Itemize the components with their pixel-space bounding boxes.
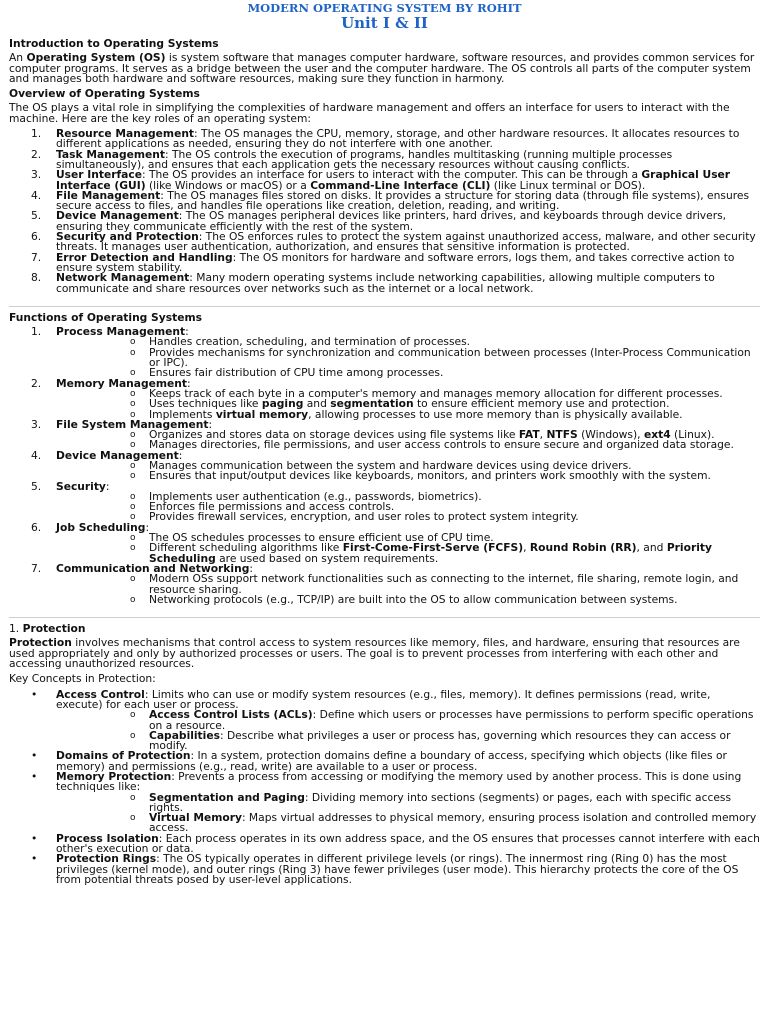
- overview-paragraph: The OS plays a vital role in simplifying the complexities of hardware management and offers an interface for users to interact with the machine. Here are the key roles of an operating system:: [9, 101, 730, 125]
- key-concepts-label: Key Concepts in Protection:: [9, 672, 156, 686]
- list-item: 7. Error Detection and Handling: The OS monitors for hardware and software errors, logs them, and takes corrective action to ensure system stability.: [31, 250, 735, 274]
- list-item: • Access Control: Limits who can use or modify system resources (e.g., files, memory). It defines permissions (read, write, execute) for each user or process. o Access Control Lists (ACLs): Define which users or processes have permissions to perform specific operations on a resource. o Capabilities: Describe what privileges a user or process has, governing which resources they can access or modify.: [9, 690, 760, 752]
- sub-list: [56, 430, 760, 451]
- sub-list-item: o Provides firewall services, encryption, and user roles to protect system integrity.: [130, 510, 579, 524]
- sub-list-item: o Ensures fair distribution of CPU time among processes.: [130, 366, 444, 380]
- sub-list-item: o Enforces file permissions and access controls.: [130, 500, 395, 514]
- list-item: 1. Process Management: o Handles creation, scheduling, and termination of processes. o Provides mechanisms for synchronization and communication between processes (Inter-Process Communication or IPC). o Ensures fair distribution of CPU time among processes.: [9, 327, 760, 378]
- section-heading-protection: 1. Protection: [9, 622, 86, 636]
- sub-list-item: o Handles creation, scheduling, and termination of processes.: [130, 335, 471, 349]
- sub-list-item: o Implements virtual memory, allowing processes to use more memory than is physically available.: [130, 407, 683, 421]
- list-item: 6. Security and Protection: The OS enforces rules to protect the system against unauthorized access, malware, and other security threats. It manages user authentication, authorization, and ensures that sensitive information is protected.: [31, 230, 756, 254]
- sub-list: [56, 489, 760, 524]
- overview-list: [9, 129, 760, 294]
- sub-list: [56, 574, 760, 605]
- sub-list-item: o Modern OSs support network functionalities such as connecting to the internet, file sharing, remote login, and resource sharing.: [130, 572, 739, 596]
- protection-paragraph: Protection involves mechanisms that control access to system resources like memory, files, and hardware, ensuring that resources are used appropriately and only by authorized processes or users. The goal is to prevent processes from interfering with each other and accessing unauthorized resources.: [9, 636, 740, 671]
- sub-list: [56, 790, 760, 835]
- section-divider: [9, 617, 760, 618]
- sub-list-item: o The OS schedules processes to ensure efficient use of CPU time.: [130, 531, 494, 545]
- intro-paragraph: An Operating System (OS) is system software that manages computer hardware, software resources, and provides common services for computer programs. It serves as a bridge between the user and the computer hardware. The OS controls all parts of the computer system and manages both hardware and software resources, making sure they function in harmony.: [9, 51, 755, 85]
- sub-list-item: o Different scheduling algorithms like First-Come-First-Serve (FCFS), Round Robin (RR), and Priority Scheduling are used based on system requirements.: [130, 541, 712, 565]
- list-item: 2. Task Management: The OS controls the execution of programs, handles multitasking (running multiple processes simultaneously), and ensures that each application gets the necessary resources without causing conflicts.: [31, 147, 673, 171]
- list-item: 1. Resource Management: The OS manages the CPU, memory, storage, and other hardware resources. It allocates resources to different applications as needed, ensuring they do not interfere with one another.: [31, 127, 740, 151]
- sub-list-item: o Organizes and stores data on storage devices using file systems like FAT, NTFS (Windows), ext4 (Linux).: [130, 428, 715, 442]
- list-item: • Protection Rings: The OS typically operates in different privilege levels (or rings). The innermost ring (Ring 0) has the most privileges (kernel mode), and outer rings (Ring 3) have fewer privileges (user mode). This hierarchy protects the core of the OS from potential threats posed by user-level applications.: [31, 852, 739, 886]
- document-title: MODERN OPERATING SYSTEM BY ROHIT: [247, 1, 522, 15]
- sub-list-item: o Virtual Memory: Maps virtual addresses to physical memory, ensuring process isolation and controlled memory access.: [130, 811, 757, 835]
- sub-list: [56, 386, 760, 421]
- sub-list-item: o Segmentation and Paging: Dividing memory into sections (segments) or pages, each with specific access rights.: [130, 790, 732, 814]
- list-item: 4. File Management: The OS manages files stored on disks. It provides a structure for storing data (through file systems), ensures secure access to files, and handles file operations like creation, deletion, reading, and writing.: [31, 188, 750, 213]
- sub-list-item: o Access Control Lists (ACLs): Define which users or processes have permissions to perform specific operations on a resource.: [130, 708, 754, 732]
- sub-list-item: o Networking protocols (e.g., TCP/IP) are built into the OS to allow communication between systems.: [130, 592, 678, 606]
- sub-list-item: o Capabilities: Describe what privileges a user or process has, governing which resources they can access or modify.: [130, 728, 731, 753]
- list-item: 7. Communication and Networking: o Modern OSs support network functionalities such as connecting to the internet, file sharing, remote login, and resource sharing. o Networking protocols (e.g., TCP/IP) are built into the OS to allow communication between systems.: [9, 564, 760, 605]
- sub-list-item: o Uses techniques like paging and segmentation to ensure efficient memory use and protection.: [130, 397, 670, 411]
- sub-list: [56, 710, 760, 751]
- list-item: 6. Job Scheduling: o The OS schedules processes to ensure efficient use of CPU time. o Different scheduling algorithms like First-Come-First-Serve (FCFS), Round Robin (RR), and Priority Scheduling are used based on system requirements.: [9, 523, 760, 564]
- list-item: 5. Security: o Implements user authentication (e.g., passwords, biometrics). o Enforces file permissions and access controls. o Provides firewall services, encryption, and user roles to protect system integrity.: [9, 482, 760, 523]
- list-item: 8. Network Management: Many modern operating systems include networking capabilities, allowing multiple computers to communicate and share resources over networks such as the internet or a local network.: [31, 271, 715, 295]
- sub-list: [56, 533, 760, 564]
- list-item: 2. Memory Management: o Keeps track of each byte in a computer's memory and manages memory allocation for different processes. o Uses techniques like paging and segmentation to ensure efficient memory use and protection. o Implements virtual memory, allowing processes to use more memory than is physically available.: [9, 379, 760, 420]
- sub-list: [56, 337, 760, 378]
- section-heading-functions: Functions of Operating Systems: [9, 310, 202, 324]
- list-item: 3. File System Management: o Organizes and stores data on storage devices using file systems like FAT, NTFS (Windows), ext4 (Linux). o Manages directories, file permissions, and user access controls to ensure secure and organized data storage.: [9, 420, 760, 451]
- functions-list: [9, 327, 760, 605]
- list-item: 3. User Interface: The OS provides an interface for users to interact with the computer. This can be through a Graphical User Interface (GUI) (like Windows or macOS) or a Command-Line Interface (CLI) (like Linux terminal or DOS).: [31, 168, 731, 192]
- list-item: • Memory Protection: Prevents a process from accessing or modifying the memory used by another process. This is done using techniques like: o Segmentation and Paging: Dividing memory into sections (segments) or pages, each with specific access rights. o Virtual Memory: Maps virtual addresses to physical memory, ensuring process isolation and controlled memory access.: [9, 772, 760, 834]
- sub-list-item: o Ensures that input/output devices like keyboards, monitors, and printers work smoothly with the system.: [130, 469, 711, 483]
- sub-list-item: o Provides mechanisms for synchronization and communication between processes (Inter-Process Communication or IPC).: [130, 345, 751, 370]
- list-item: 4. Device Management: o Manages communication between the system and hardware devices using device drivers. o Ensures that input/output devices like keyboards, monitors, and printers work smoothly with the system.: [9, 451, 760, 482]
- list-item: 5. Device Management: The OS manages peripheral devices like printers, hard drives, and keyboards through device drivers, ensuring they communicate efficiently with the rest of the system.: [31, 209, 727, 233]
- sub-list-item: o Implements user authentication (e.g., passwords, biometrics).: [130, 489, 482, 503]
- section-heading-intro: Introduction to Operating Systems: [9, 37, 219, 50]
- sub-list-item: o Keeps track of each byte in a computer's memory and manages memory allocation for different processes.: [130, 386, 723, 400]
- sub-list: [56, 458, 760, 483]
- section-heading-overview: Overview of Operating Systems: [9, 87, 200, 101]
- document-subtitle: Unit I & II: [341, 14, 428, 32]
- section-divider: [9, 306, 760, 307]
- list-item: • Process Isolation: Each process operates in its own address space, and the OS ensures that processes cannot interfere with each other's execution or data.: [31, 831, 760, 856]
- list-item: • Domains of Protection: In a system, protection domains define a boundary of access, specifying which objects (like files or memory) and permissions (e.g., read, write) are available to a user or process.: [31, 749, 727, 773]
- sub-list-item: o Manages communication between the system and hardware devices using device drivers.: [130, 458, 632, 472]
- sub-list-item: o Manages directories, file permissions, and user access controls to ensure secure and organized data storage.: [130, 438, 734, 452]
- protection-concepts-list: [9, 687, 760, 886]
